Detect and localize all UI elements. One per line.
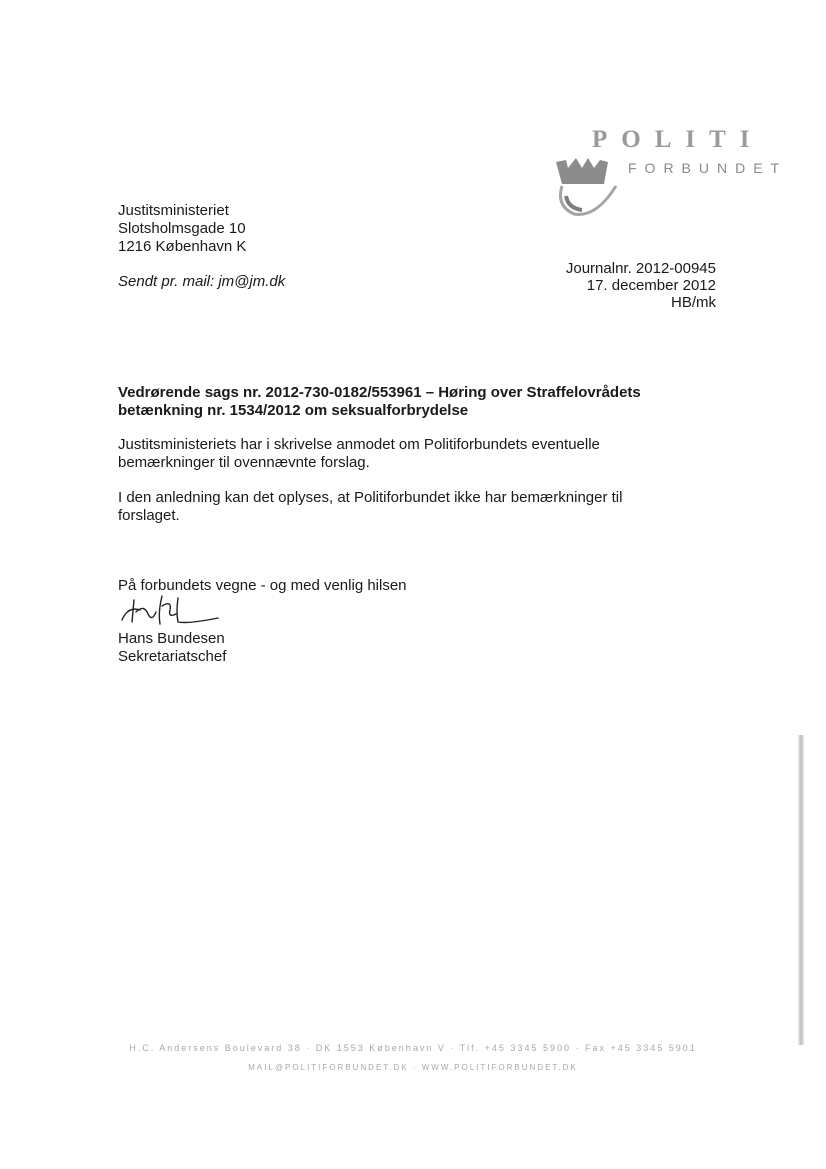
letter-date: 17. december 2012: [586, 277, 716, 294]
body-paragraph-2: [118, 489, 622, 525]
sent-by-mail-note: Sendt pr. mail: jm@jm.dk: [118, 273, 286, 290]
addressee-block: [118, 202, 246, 256]
paragraph-line: I den anledning kan det oplyses, at Politiforbundet ikke har bemærkninger til: [118, 489, 623, 506]
body-paragraph-1: [118, 436, 600, 472]
logo-subtitle: FORBUNDET: [628, 160, 788, 176]
signatory-name: Hans Bundesen: [118, 630, 225, 647]
subject-line-1: Vedrørende sags nr. 2012-730-0182/553961 – Høring over Straffelovrådets: [118, 384, 641, 401]
handwritten-signature: [118, 592, 228, 632]
addressee-street: Slotsholmsgade 10: [118, 220, 246, 237]
paragraph-line: Justitsministeriets har i skrivelse anmodet om Politiforbundets eventuelle: [118, 436, 600, 453]
footer-contact: MAIL@POLITIFORBUNDET.DK · WWW.POLITIFORBUNDET.DK: [248, 1063, 578, 1072]
politiforbundet-logo: [552, 118, 792, 228]
initials: HB/mk: [671, 294, 716, 311]
reference-block: [566, 260, 716, 311]
paragraph-line: bemærkninger til ovennævnte forslag.: [118, 454, 370, 471]
closing-greeting: På forbundets vegne - og med venlig hilsen: [118, 577, 407, 594]
journal-number: Journalnr. 2012-00945: [565, 260, 716, 277]
addressee-city: 1216 København K: [118, 238, 247, 255]
addressee-name: Justitsministeriet: [118, 202, 229, 219]
crown-emblem-icon: [552, 156, 622, 226]
footer-address: H.C. Andersens Boulevard 38 · DK 1553 København V · Tlf. +45 3345 5900 · Fax +45 3345 5901: [129, 1043, 697, 1053]
paragraph-line: forslaget.: [118, 507, 180, 524]
subject-heading: [118, 384, 641, 420]
signatory-title: Sekretariatschef: [118, 648, 227, 665]
subject-line-2: betænkning nr. 1534/2012 om seksualforbrydelse: [118, 402, 469, 419]
logo-title: POLITI: [592, 126, 764, 153]
scan-edge-artifact: [798, 735, 804, 1045]
